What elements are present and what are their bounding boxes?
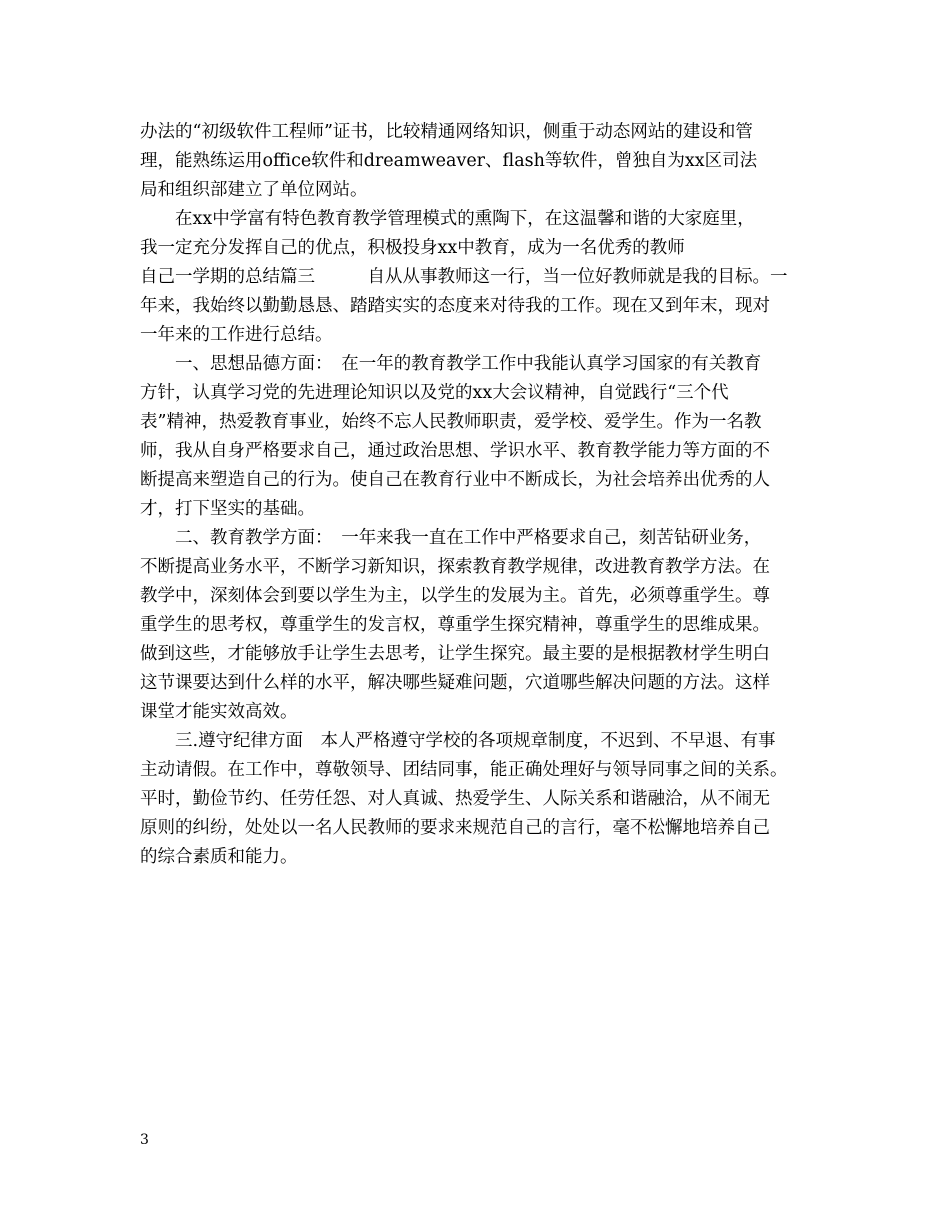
text-line: 才，打下坚实的基础。 xyxy=(140,499,315,519)
text-line: 做到这些，才能够放手让学生去思考，让学生探究。最主要的是根据教材学生明白 xyxy=(140,644,770,664)
text-line: 一年来的工作进行总结。 xyxy=(140,325,333,345)
text-line: 在xx中学富有特色教育教学管理模式的熏陶下，在这温馨和谐的大家庭里， xyxy=(140,209,755,229)
text-line: 年来，我始终以勤勤恳恳、踏踏实实的态度来对待我的工作。现在又到年末，现对 xyxy=(140,296,770,316)
text-line: 方针，认真学习党的先进理论知识以及党的xx大会议精神，自觉践行“三个代 xyxy=(140,383,729,403)
text-line: 这节课要达到什么样的水平，解决哪些疑难问题，穴道哪些解决问题的方法。这样 xyxy=(140,673,770,693)
text-line: 一、思想品德方面： 在一年的教育教学工作中我能认真学习国家的有关教育 xyxy=(140,354,762,374)
body-text xyxy=(140,118,820,872)
page-number: 3 xyxy=(140,1132,149,1148)
text-line: 办法的“初级软件工程师”证书，比较精通网络知识，侧重于动态网站的建设和管 xyxy=(140,122,753,142)
text-line: 主动请假。在工作中，尊敬领导、团结同事，能正确处理好与领导同事之间的关系。 xyxy=(140,760,788,780)
text-line: 局和组织部建立了单位网站。 xyxy=(140,180,368,200)
text-line: 三.遵守纪律方面 本人严格遵守学校的各项规章制度，不迟到、不早退、有事 xyxy=(140,731,776,751)
text-line: 断提高来塑造自己的行为。使自己在教育行业中不断成长，为社会培养出优秀的人 xyxy=(140,470,770,490)
text-line: 师，我从自身严格要求自己，通过政治思想、学识水平、教育教学能力等方面的不 xyxy=(140,441,770,461)
text-line: 我一定充分发挥自己的优点，积极投身xx中教育，成为一名优秀的教师 xyxy=(140,238,685,258)
text-line: 平时，勤俭节约、任劳任怨、对人真诚、热爱学生、人际关系和谐融洽，从不闹无 xyxy=(140,789,770,809)
text-line: 原则的纠纷，处处以一名人民教师的要求来规范自己的言行，毫不松懈地培养自己 xyxy=(140,818,770,838)
text-line: 的综合素质和能力。 xyxy=(140,847,298,867)
text-line: 理，能熟练运用office软件和dreamweaver、flash等软件，曾独自为xx区司法 xyxy=(140,151,758,171)
text-line: 重学生的思考权，尊重学生的发言权，尊重学生探究精神，尊重学生的思维成果。 xyxy=(140,615,770,635)
text-line: 自己一学期的总结篇三 自从从事教师这一行，当一位好教师就是我的目标。一 xyxy=(140,267,788,287)
text-line: 二、教育教学方面： 一年来我一直在工作中严格要求自己，刻苦钻研业务， xyxy=(140,528,762,548)
text-line: 教学中，深刻体会到要以学生为主，以学生的发展为主。首先，必须尊重学生。尊 xyxy=(140,586,770,606)
text-line: 表”精神，热爱教育事业，始终不忘人民教师职责，爱学校、爱学生。作为一名教 xyxy=(140,412,762,432)
text-line: 不断提高业务水平，不断学习新知识，探索教育教学规律，改进教育教学方法。在 xyxy=(140,557,770,577)
text-line: 课堂才能实效高效。 xyxy=(140,702,298,722)
